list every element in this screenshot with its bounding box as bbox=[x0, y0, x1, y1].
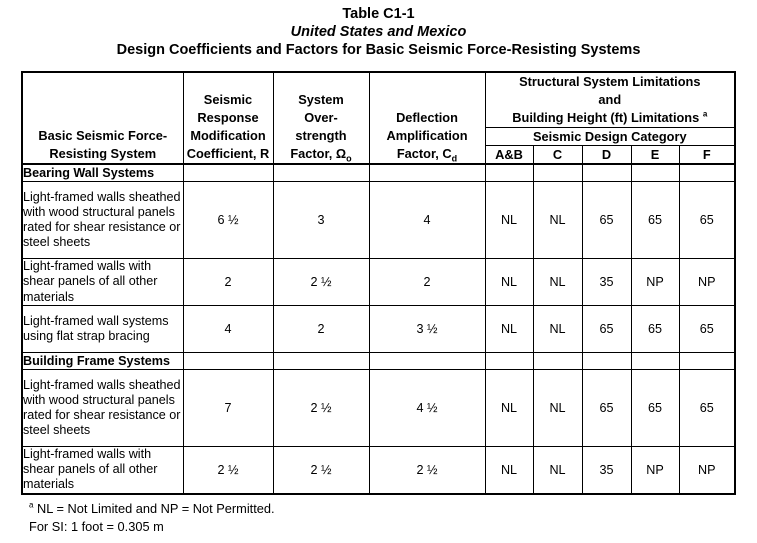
header-cd: Deflection Amplification Factor, $C_d$ bbox=[369, 72, 485, 164]
limit-f: 65 bbox=[679, 370, 735, 447]
limit-d: 65 bbox=[582, 370, 631, 447]
limit-d: 35 bbox=[582, 447, 631, 494]
header-cat-e: E bbox=[631, 146, 679, 165]
limit-c: NL bbox=[533, 259, 582, 306]
section-row bbox=[22, 164, 735, 182]
table-id: Table C1-1 bbox=[342, 6, 415, 22]
table-title: Design Coefficients and Factors for Basic Seismic Force-Resisting Systems bbox=[116, 42, 641, 58]
cd-value: 3 ½ bbox=[369, 306, 485, 353]
header-sdc: Seismic Design Category bbox=[485, 128, 735, 146]
limit-c: NL bbox=[533, 182, 582, 259]
r-value: 4 bbox=[183, 306, 273, 353]
table-row bbox=[22, 182, 735, 259]
cd-value: 2 bbox=[369, 259, 485, 306]
system-name: Light-framed wall systems using flat strap bracing bbox=[22, 306, 183, 353]
omega-value: 3 bbox=[273, 182, 369, 259]
table-row bbox=[22, 259, 735, 306]
limit-c: NL bbox=[533, 306, 582, 353]
limit-e: 65 bbox=[631, 306, 679, 353]
table-region: United States and Mexico bbox=[290, 24, 467, 40]
system-name: Light-framed walls with shear panels of all other materials bbox=[22, 447, 183, 494]
header-system: Basic Seismic Force- Resisting System bbox=[22, 72, 183, 164]
limit-c: NL bbox=[533, 447, 582, 494]
header-omega: System Over- strength Factor, $\Omega_o$ bbox=[273, 72, 369, 164]
r-value: 2 ½ bbox=[183, 447, 273, 494]
system-name: Light-framed walls sheathed with wood structural panels rated for shear resistance or steel sheets bbox=[22, 370, 183, 447]
r-value: 7 bbox=[183, 370, 273, 447]
seismic-coefficients-table bbox=[21, 71, 736, 495]
limit-ab: NL bbox=[485, 447, 533, 494]
header-cat-ab: A&B bbox=[485, 146, 533, 165]
header-r: Seismic Response Modification Coefficient, R bbox=[183, 72, 273, 164]
header-cat-f: F bbox=[679, 146, 735, 165]
footnote-si: For SI: 1 foot = 0.305 m bbox=[29, 519, 164, 534]
limit-d: 35 bbox=[582, 259, 631, 306]
table-row bbox=[22, 306, 735, 353]
system-name: Light-framed walls with shear panels of all other materials bbox=[22, 259, 183, 306]
limit-e: NP bbox=[631, 259, 679, 306]
section-title: Building Frame Systems bbox=[22, 353, 183, 370]
section-row bbox=[22, 353, 735, 370]
limit-d: 65 bbox=[582, 182, 631, 259]
footnote-a: $^a$ NL = Not Limited and NP = Not Permitted. bbox=[29, 500, 275, 516]
limit-e: 65 bbox=[631, 182, 679, 259]
system-name: Light-framed walls sheathed with wood structural panels rated for shear resistance or steel sheets bbox=[22, 182, 183, 259]
omega-value: 2 ½ bbox=[273, 259, 369, 306]
limit-ab: NL bbox=[485, 182, 533, 259]
limit-ab: NL bbox=[485, 306, 533, 353]
cd-value: 2 ½ bbox=[369, 447, 485, 494]
header-cat-c: C bbox=[533, 146, 582, 165]
limit-f: 65 bbox=[679, 306, 735, 353]
cd-value: 4 bbox=[369, 182, 485, 259]
limit-e: 65 bbox=[631, 370, 679, 447]
r-value: 2 bbox=[183, 259, 273, 306]
limit-f: NP bbox=[679, 447, 735, 494]
header-cat-d: D bbox=[582, 146, 631, 165]
table-row bbox=[22, 370, 735, 447]
r-value: 6 ½ bbox=[183, 182, 273, 259]
limit-f: NP bbox=[679, 259, 735, 306]
cd-value: 4 ½ bbox=[369, 370, 485, 447]
section-title: Bearing Wall Systems bbox=[22, 164, 183, 182]
limit-f: 65 bbox=[679, 182, 735, 259]
limit-d: 65 bbox=[582, 306, 631, 353]
limit-ab: NL bbox=[485, 259, 533, 306]
omega-value: 2 bbox=[273, 306, 369, 353]
limit-c: NL bbox=[533, 370, 582, 447]
limit-ab: NL bbox=[485, 370, 533, 447]
table-row bbox=[22, 447, 735, 494]
header-limitations: Structural System Limitations and Building Height (ft) Limitations $^a$ bbox=[485, 72, 735, 128]
omega-value: 2 ½ bbox=[273, 370, 369, 447]
limit-e: NP bbox=[631, 447, 679, 494]
omega-value: 2 ½ bbox=[273, 447, 369, 494]
